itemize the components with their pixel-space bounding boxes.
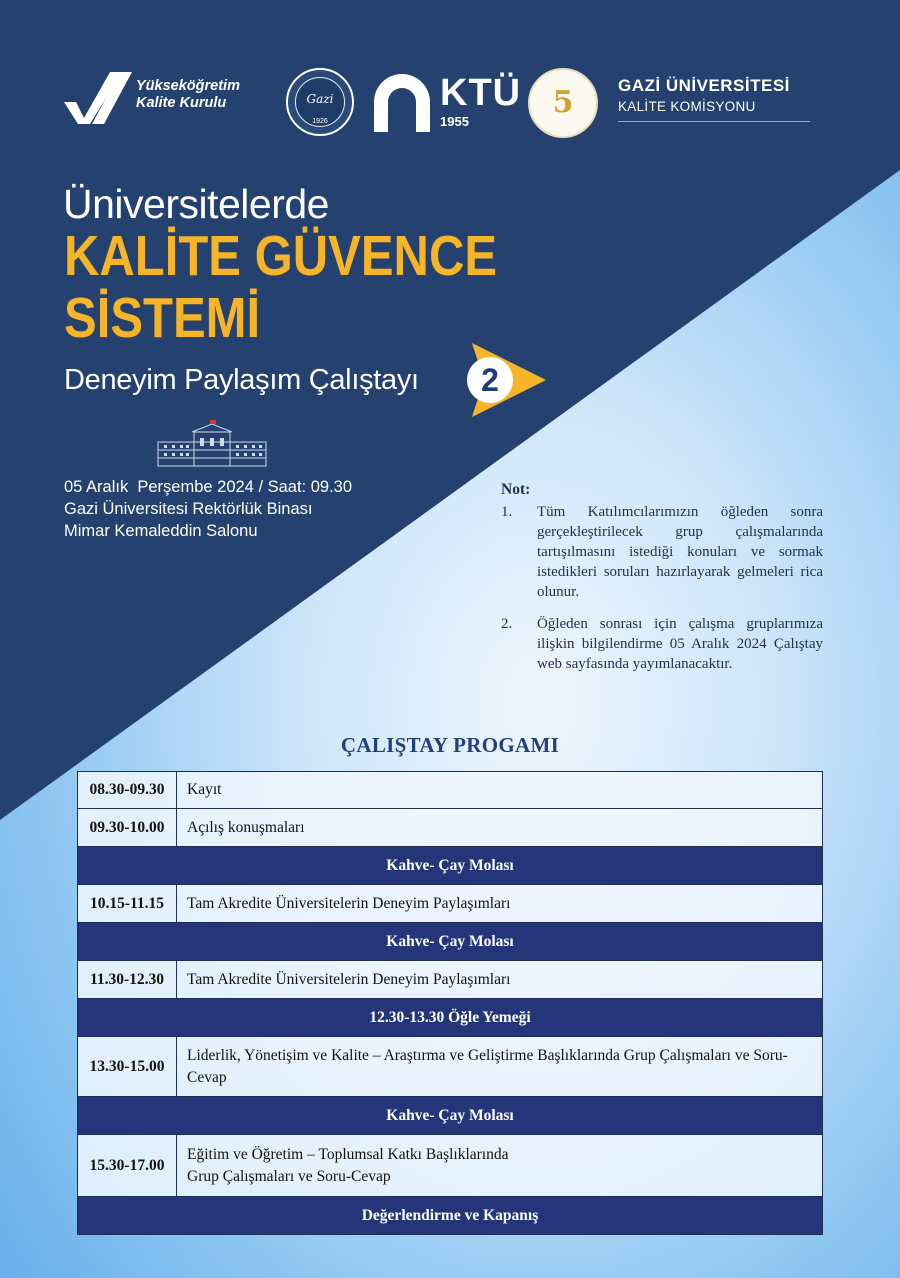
building-icon xyxy=(156,420,268,468)
row-time: 08.30-09.30 xyxy=(78,772,177,809)
row-banner: Kahve- Çay Molası xyxy=(78,847,823,885)
row-time: 09.30-10.00 xyxy=(78,809,177,847)
table-banner-row xyxy=(78,1097,823,1135)
edition-badge xyxy=(462,341,546,419)
program-title: ÇALIŞTAY PROGAMI xyxy=(340,733,560,757)
table-banner-row xyxy=(78,847,823,885)
row-time: 11.30-12.30 xyxy=(78,961,177,999)
note-box xyxy=(501,480,823,686)
row-text: Tam Akredite Üniversitelerin Deneyim Paylaşımları xyxy=(177,961,823,999)
anniversary-number: 5 xyxy=(552,85,574,120)
row-time: 10.15-11.15 xyxy=(78,885,177,923)
gazi-seal-logo xyxy=(286,68,354,136)
seal-signature: Gazi xyxy=(306,92,334,106)
table-row xyxy=(78,809,823,847)
yok-line2: Kalite Kurulu xyxy=(136,95,227,111)
title-line2: KALİTE GÜVENCE xyxy=(64,224,498,288)
row-banner: Kahve- Çay Molası xyxy=(78,1097,823,1135)
event-info xyxy=(64,476,352,542)
yok-line1: Yükseköğretim xyxy=(136,78,240,94)
row-banner: Kahve- Çay Molası xyxy=(78,923,823,961)
gazi-rule xyxy=(618,121,810,122)
logo-bar xyxy=(64,62,840,142)
row-text: Açılış konuşmaları xyxy=(177,809,823,847)
table-row xyxy=(78,1037,823,1097)
note-item xyxy=(501,614,823,674)
anniversary-badge xyxy=(528,68,598,138)
table-row xyxy=(78,1135,823,1197)
event-date-time: 05 Aralık Perşembe 2024 / Saat: 09.30 xyxy=(64,478,353,496)
event-hall: Mimar Kemaleddin Salonu xyxy=(64,522,258,540)
gazi-kalite-logo xyxy=(618,76,810,122)
note-item-text: Tüm Katılımcılarımızın öğleden sonra gerçekleştirilecek grup çalışmalarında tartışılmasını istediği konuları ve sormak istedikleri soruları hazırlayarak gelmeleri rica olunur. xyxy=(537,504,823,600)
title-line3: SİSTEMİ xyxy=(64,286,261,350)
table-banner-row xyxy=(78,1197,823,1235)
gazi-line2: KALİTE KOMİSYONU xyxy=(618,99,756,114)
yok-chevron-icon xyxy=(64,66,134,124)
table-row xyxy=(78,961,823,999)
note-item-number: 1. xyxy=(501,504,513,520)
ktu-year: 1955 xyxy=(440,114,469,129)
seal-year: 1926 xyxy=(312,118,328,125)
title-line1: Üniversitelerde xyxy=(63,181,329,227)
program-table xyxy=(77,771,823,1235)
row-time: 15.30-17.00 xyxy=(78,1135,177,1197)
note-item xyxy=(501,502,823,602)
ktu-logo xyxy=(368,68,522,136)
table-row xyxy=(78,772,823,809)
title-line4: Deneyim Paylaşım Çalıştayı xyxy=(64,364,419,396)
row-text: Kayıt xyxy=(177,772,823,809)
event-place: Gazi Üniversitesi Rektörlük Binası xyxy=(64,500,313,518)
table-banner-row xyxy=(78,999,823,1037)
table-row xyxy=(78,885,823,923)
row-text: Liderlik, Yönetişim ve Kalite – Araştırma ve Geliştirme Başlıklarında Grup Çalışmaları ve Soru-Cevap xyxy=(177,1037,823,1097)
row-time: 13.30-15.00 xyxy=(78,1037,177,1097)
yok-logo xyxy=(64,66,274,124)
note-item-text: Öğleden sonrası için çalışma gruplarımıza ilişkin bilgilendirme 05 Aralık 2024 Çalıştay web sayfasında yayımlanacaktır. xyxy=(537,616,823,672)
note-heading: Not: xyxy=(501,481,531,498)
row-banner: 12.30-13.30 Öğle Yemeği xyxy=(78,999,823,1037)
ktu-arch-icon xyxy=(368,68,436,136)
gazi-line1: GAZİ ÜNİVERSİTESİ xyxy=(618,76,790,95)
row-banner: Değerlendirme ve Kapanış xyxy=(78,1197,823,1235)
note-item-number: 2. xyxy=(501,616,513,632)
row-text: Eğitim ve Öğretim – Toplumsal Katkı Başlıklarında Grup Çalışmaları ve Soru-Cevap xyxy=(177,1135,823,1197)
edition-number: 2 xyxy=(481,362,499,398)
table-banner-row xyxy=(78,923,823,961)
ktu-name: KTÜ xyxy=(440,72,522,114)
row-text: Tam Akredite Üniversitelerin Deneyim Paylaşımları xyxy=(177,885,823,923)
